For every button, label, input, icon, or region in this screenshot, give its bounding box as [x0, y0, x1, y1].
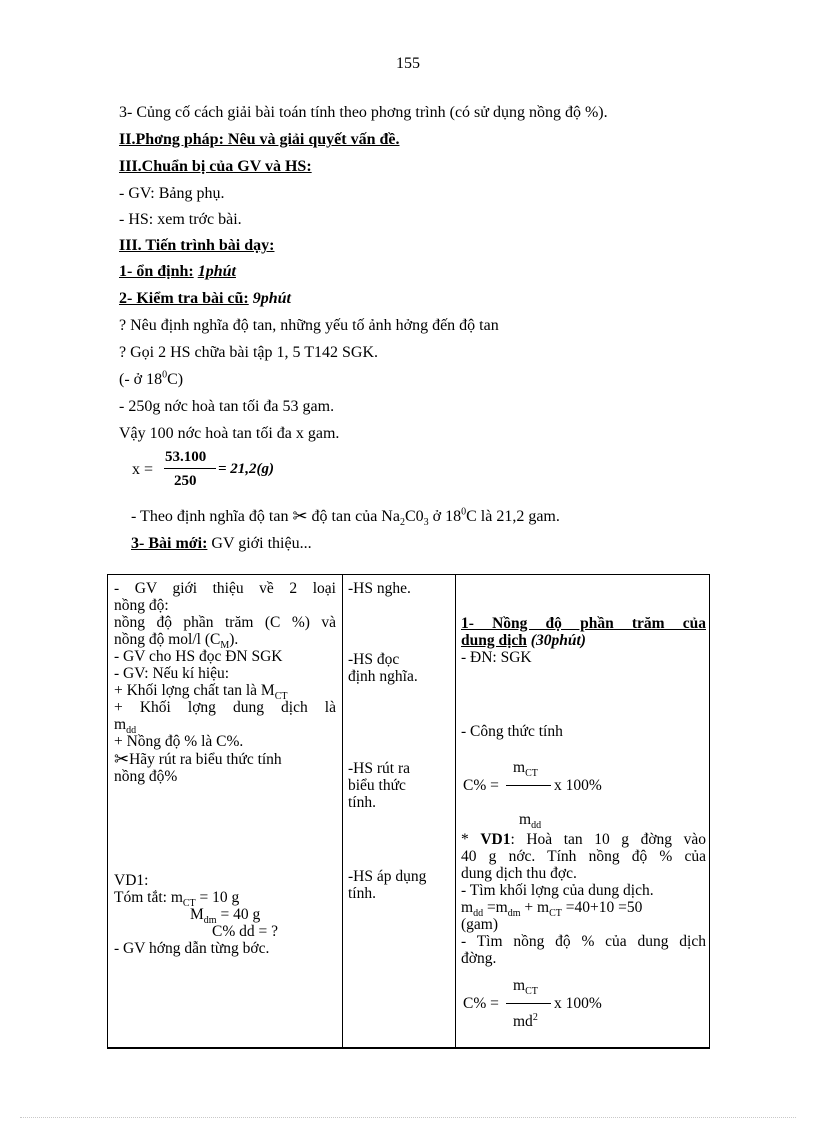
- formula-numerator: 53.100: [165, 449, 207, 465]
- process-heading: III. Tiến trình bài dạy:: [119, 237, 275, 254]
- prep-hs: - HS: xem trớc bài.: [119, 211, 242, 228]
- teacher-activity-cell: - GV giới thiệu về 2 loại nồng độ: nồng độ phần trăm (C %) và nồng độ mol/l $(C_M)$. - GV cho HS đọc ĐN SGK - GV: Nếu kí hiệu: + Khối lợng chất tan là $M_{CT}$ + Khối lợng dung dịch là $m_{dd}$ + Nồng độ % là C%. ✂Hãy rút ra biểu thức tính nồng độ%: [114, 580, 336, 785]
- page-number: 155: [396, 55, 420, 72]
- formula1-lhs: C% =: [463, 777, 499, 794]
- content-example: * VD1: Hoà tan 10 g đờng vào 40 g nớc. Tính nồng độ % của dung dịch thu đợc. - Tìm khối lợng của dung dịch. $m_{dd} =m_{dm} + m_{CT} =40+10 =50$ (gam) - Tìm nồng độ % của dung dịch đờng.: [461, 831, 706, 967]
- formula2-denominator: $md^2$: [513, 1011, 538, 1030]
- content-heading: 1- Nồng độ phần trăm của dung dịch (30phút) - ĐN: SGK: [461, 615, 706, 666]
- water-line-1: - 250g nớc hoà tan tối đa 53 gam.: [119, 398, 335, 415]
- content-formula-label: - Công thức tính: [461, 723, 563, 740]
- lesson-table: [107, 574, 710, 1049]
- step3-heading: 3- Bài mới: GV giới thiệu...: [131, 535, 312, 552]
- column-divider: [342, 575, 343, 1047]
- formula1-numerator: $m_{CT}$: [513, 759, 538, 780]
- temperature-note: (- ở $18^0C$): [119, 369, 184, 388]
- scissors-icon: ✂: [114, 749, 130, 769]
- formula2-bar: [506, 1003, 551, 1004]
- formula2-lhs: C% =: [463, 995, 499, 1012]
- formula1-denominator: $m_{dd}$: [519, 811, 542, 832]
- student-derive-cell: -HS rút ra biểu thức tính.: [348, 760, 410, 811]
- student-activity-cell: -HS nghe.: [348, 580, 411, 597]
- formula-fraction-bar: [164, 468, 216, 469]
- prep-gv: - GV: Bảng phụ.: [119, 185, 225, 202]
- teacher-example-cell: VD1: Tóm tắt: $m_{CT} = 10$ g $M_{dm} = 40$ g C% dd = ? - GV hớng dẫn từng bớc.: [114, 872, 278, 957]
- formula1-bar: [506, 785, 551, 786]
- footer-dotted-rule: [20, 1117, 796, 1118]
- objective-line: 3- Củng cố cách giải bài toán tính theo phơng trình (có sử dụng nồng độ %).: [119, 104, 608, 121]
- formula-denominator: 250: [174, 473, 197, 489]
- formula-x: x =: [132, 461, 154, 478]
- student-apply-cell: -HS áp dụng tính.: [348, 868, 427, 902]
- method-heading: II.Phơng pháp: Nêu và giải quyết vấn đề.: [119, 131, 400, 148]
- formula1-rhs: x 100%: [554, 777, 602, 794]
- scissors-icon: ✂: [292, 506, 308, 526]
- formula2-numerator: $m_{CT}$: [513, 977, 538, 998]
- water-line-2: Vậy 100 nớc hoà tan tối đa x gam.: [119, 425, 340, 442]
- question-2: ? Gọi 2 HS chữa bài tập 1, 5 T142 SGK.: [119, 344, 379, 361]
- student-read-cell: -HS đọc định nghĩa.: [348, 651, 418, 685]
- question-1: ? Nêu định nghĩa độ tan, những yếu tố ảnh hởng đến độ tan: [119, 317, 499, 334]
- formula-result: = 21,2(g): [218, 461, 275, 477]
- step2-heading: 2- Kiểm tra bài cũ: 9phút: [119, 290, 291, 307]
- formula2-rhs: x 100%: [554, 995, 602, 1012]
- column-divider: [455, 575, 456, 1047]
- theo-definition-line: - Theo định nghĩa độ tan ✂ độ tan của $Na_2C0_3$ ở $18^0C$ là 21,2 gam.: [131, 506, 560, 529]
- prep-heading: III.Chuẩn bị của GV và HS:: [119, 158, 312, 175]
- step1-heading: 1- ổn định: 1phút: [119, 263, 236, 280]
